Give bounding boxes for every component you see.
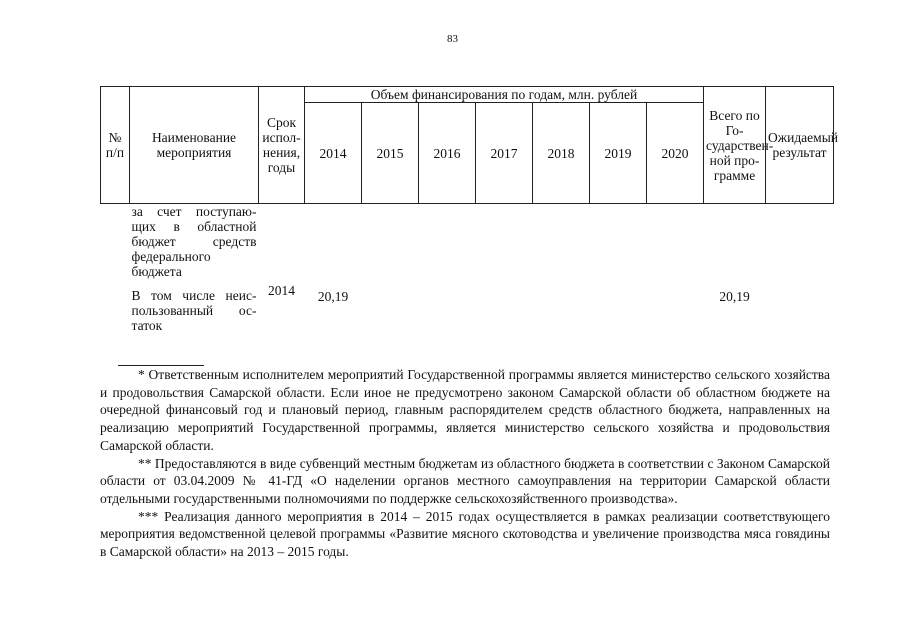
header-year: 2016 (419, 103, 476, 204)
amount-total: 20,19 (719, 289, 750, 304)
activity-name: за счет поступаю-щих в областной бюджет средств федерального бюджета (131, 204, 257, 279)
footnote-3: *** Реализация данного мероприятия в 2014 – 2015 годах осуществляется в рамках реализации соответствующего мероприятия ведомственной целевой программы «Развитие мясного скотоводства и увеличение производства мяса говядины в Самарской области» на 2013 – 2015 годы. (100, 508, 830, 560)
header-year: 2019 (590, 103, 647, 204)
amount-2014 (305, 204, 362, 281)
term-cell: 2014 (268, 283, 295, 298)
amount-total (704, 204, 766, 281)
header-year: 2014 (305, 103, 362, 204)
table-row (101, 204, 834, 281)
header-name: Наименование мероприятия (130, 87, 259, 204)
footnotes (100, 366, 830, 561)
header-year: 2017 (476, 103, 533, 204)
activity-name: В том числе неис-пользованный ос-таток (131, 288, 257, 333)
header-year: 2015 (362, 103, 419, 204)
header-year: 2020 (647, 103, 704, 204)
table-row (101, 280, 834, 333)
header-year: 2018 (533, 103, 590, 204)
amount-2014: 20,19 (317, 289, 349, 304)
financing-table (100, 86, 839, 333)
header-funding-group: Объем финансирования по годам, млн. рублей (305, 87, 704, 103)
term-cell (259, 204, 305, 281)
footnote-2: ** Предоставляются в виде субвенций местным бюджетам из областного бюджета в соответствии с Законом Самарской области от 03.04.2009 № 41-ГД «О наделении органов местного самоуправления на территории Самарской области отдельными государственными полномочиями по поддержке сельскохозяйственного производства». (100, 455, 830, 506)
header-result: Ожидаемый результат (766, 87, 834, 204)
page-number: 83 (447, 33, 458, 45)
footnote-1: * Ответственным исполнителем мероприятий Государственной программы является министерство сельского хозяйства и продовольствия Самарской области. Если иное не предусмотрено законом Самарской области об областном бюджете на очередной финансовый год и плановый период, главным распорядителем средств областного бюджета, направленных на реализацию мероприятий Государственной программы, является министерство сельского хозяйства и продовольствия Самарской области. (100, 367, 830, 453)
header-term: Срок испол-нения, годы (259, 87, 305, 204)
header-num: № п/п (101, 87, 130, 204)
header-total: Всего по Го-сударствен-ной про-грамме (704, 87, 766, 204)
